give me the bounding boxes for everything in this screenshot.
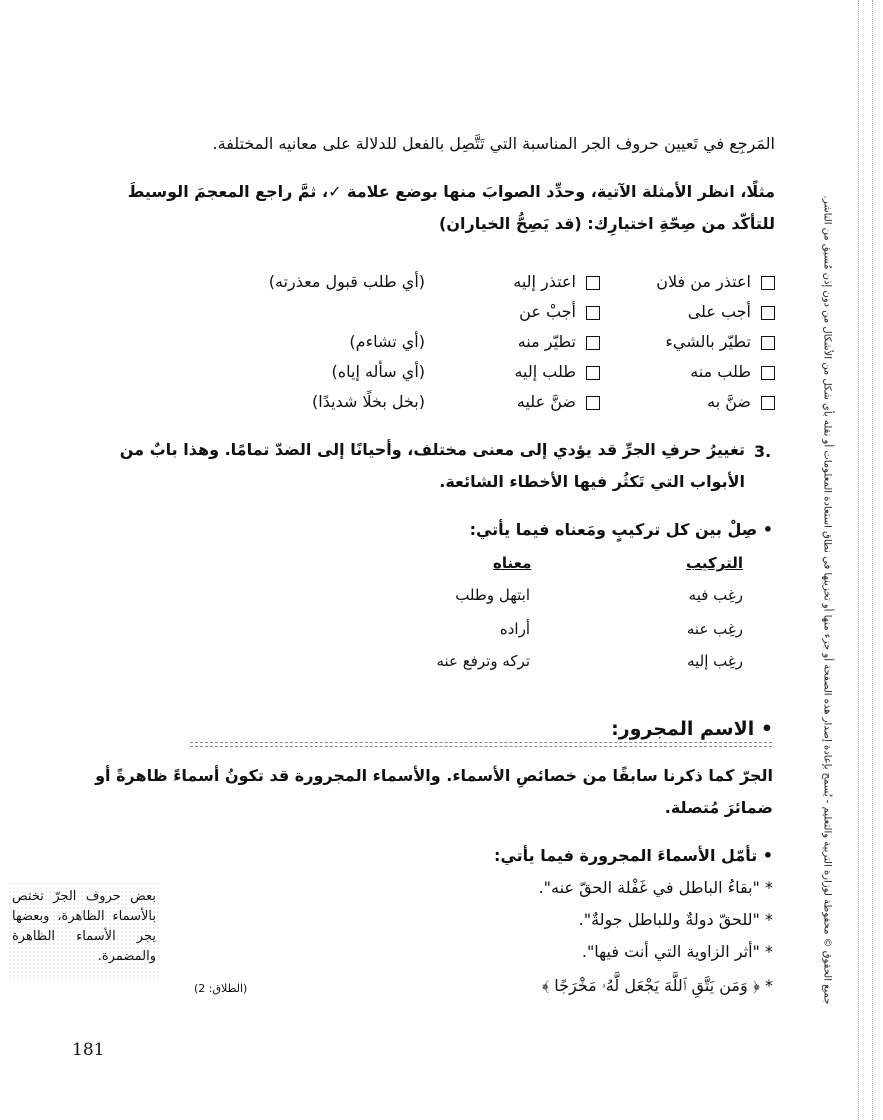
copyright-vertical [818, 195, 836, 1005]
option-a: اعتذر من فلان [656, 272, 775, 291]
section-heading: • الاسم المجرور: [611, 718, 773, 740]
margin-line [872, 0, 873, 1120]
point-number: 3. [754, 442, 772, 461]
section-instruction: • تأمّل الأسماءَ المجرورة فيما يأتي: [494, 846, 773, 865]
option-a: ضنَّ به [707, 392, 775, 411]
sidebar-note-text: بعض حروف الجرّ تختص بالأسماء الظاهرة، وبعضها يجر الأسماء الظاهرة والمضمرة. [12, 889, 156, 964]
option-gloss: (أي طلب قبول معذرته) [268, 272, 425, 291]
match-header-right: معناه [493, 554, 532, 572]
option-b: ضنَّ عليه [517, 392, 600, 411]
point3-line-2: الأبواب التي تَكثُر فيها الأخطاء الشائعة. [439, 472, 745, 491]
checkbox[interactable] [586, 396, 600, 410]
section-para-1: الجرّ كما ذكرنا سابقًا من خصائصِ الأسماء. والأسماء المجرورة قد تكونُ أسماءً ظاهرةً أو [95, 766, 773, 785]
match-row-right: أراده [499, 620, 530, 638]
heading-rule [190, 742, 772, 743]
checkbox[interactable] [761, 306, 775, 320]
match-instruction: • صِلْ بين كل تركيبٍ ومَعناه فيما يأتي: [469, 520, 773, 539]
option-row [200, 332, 775, 356]
option-b: أجبْ عن [519, 302, 600, 321]
checkbox[interactable] [761, 366, 775, 380]
checkbox[interactable] [761, 276, 775, 290]
checkbox[interactable] [586, 336, 600, 350]
option-row [200, 392, 775, 416]
option-b: تطيّر منه [518, 332, 600, 351]
match-row-right: تركه وترفع عنه [436, 652, 530, 670]
example-item: * "بقاءُ الباطل في غَفْلة الحقّ عنه". [538, 878, 773, 897]
intro-line-2: مثلًا، انظر الأمثلة الآتية، وحدِّد الصوابَ منها بوضع علامة ✓، ثمَّ راجع المعجمَ الوسيطَ [127, 182, 775, 201]
checkbox[interactable] [586, 306, 600, 320]
checkbox[interactable] [761, 396, 775, 410]
option-b: اعتذر إليه [513, 272, 600, 291]
intro-line-1: المَرجِع في تَعيين حروف الجر المناسبة التي تَتَّصِل بالفعل للدلالة على معانيه المختلفة. [212, 134, 775, 153]
option-a: طلب منه [690, 362, 775, 381]
option-row [200, 362, 775, 386]
option-a: أجب على [688, 302, 775, 321]
heading-rule [190, 746, 772, 747]
example-item: * ﴿ وَمَن يَتَّقِ ٱللَّهَ يَجْعَل لَّهُۥ مَخْرَجًا ﴾ [542, 976, 773, 995]
checkbox[interactable] [761, 336, 775, 350]
example-item: * "أثر الزاوية التي أنت فيها". [581, 942, 773, 961]
checkbox[interactable] [586, 366, 600, 380]
option-row [200, 302, 775, 326]
option-gloss: (أي سأله إياه) [331, 362, 425, 381]
option-b: طلب إليه [514, 362, 600, 381]
match-row-left: رغِب فيه [688, 586, 743, 604]
sidebar-note [8, 882, 160, 980]
match-row-left: رغِب إليه [687, 652, 743, 670]
point3-line-1: تغييرُ حرفِ الجرِّ قد يؤدي إلى معنى مختلف، وأحيانًا إلى الضدّ تمامًا. وهذا بابٌ من [119, 440, 745, 459]
section-para-2: ضمائرَ مُتصلة. [664, 798, 773, 817]
option-gloss: (أي تشاءم) [349, 332, 425, 351]
copyright-text: جميع الحقوق © محفوظة لوزارة التربية والتعليم - يُسمح بإعادة إصدار هذه الصفحة أو جزء منها أو تخزينها في نطاق استعادة المعلومات أو نقله بأي شكل من الأشكال من دون إذن مُسبق من الناشر. [821, 195, 833, 1005]
checkbox[interactable] [586, 276, 600, 290]
quran-citation: (الطلاق: 2) [194, 982, 248, 995]
option-a: تطيّر بالشيء [665, 332, 775, 351]
intro-line-3: للتأكّد من صِحّةِ اختيارِك: (قد يَصِحُّ الخياران) [439, 214, 775, 233]
margin-line [858, 0, 859, 1120]
option-row [200, 272, 775, 296]
example-item: * "للحقّ دولةٌ وللباطل جولةٌ". [578, 910, 773, 929]
match-row-left: رغِب عنه [686, 620, 743, 638]
option-gloss: (بخل بخلًا شديدًا) [312, 392, 425, 411]
page-number: 181 [72, 1040, 105, 1060]
match-row-right: ابتهل وطلب [455, 586, 530, 604]
match-header-left: التركيب [686, 554, 743, 572]
